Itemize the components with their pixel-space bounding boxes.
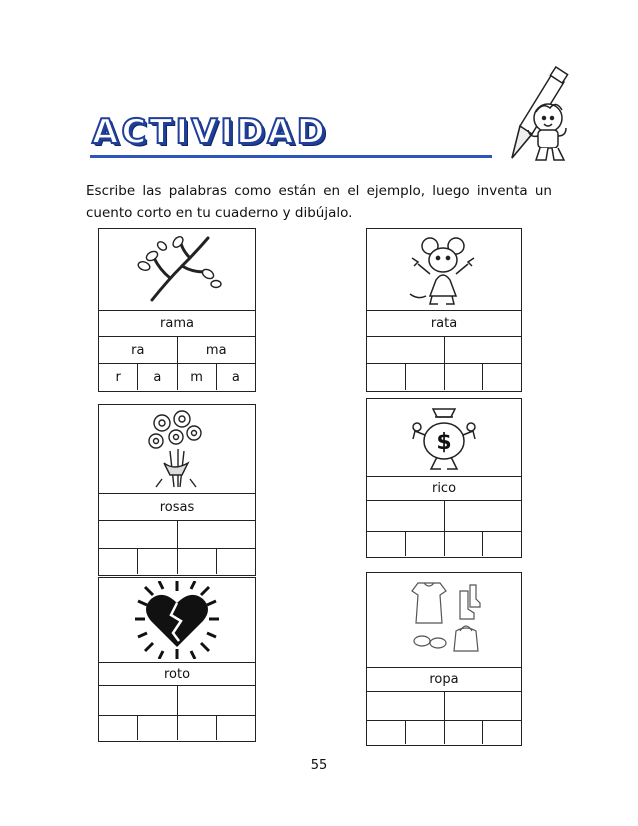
- syllable-row: [367, 337, 521, 364]
- letter-box[interactable]: a: [138, 364, 177, 390]
- word-card-rico: [366, 398, 522, 558]
- word-card-ropa: [366, 572, 522, 746]
- letter-box[interactable]: [445, 721, 484, 744]
- word-row: [99, 662, 255, 686]
- picture-box: [99, 229, 255, 311]
- syllable-box[interactable]: [445, 692, 522, 720]
- clothes-icon: [404, 579, 484, 661]
- letter-box[interactable]: [406, 721, 445, 744]
- picture-box: [99, 405, 255, 493]
- word-label: roto: [163, 666, 191, 682]
- syllable-box[interactable]: [445, 501, 522, 531]
- word-card-rosas: [98, 404, 256, 576]
- syllable-box[interactable]: [99, 685, 178, 715]
- syllable-row: [99, 337, 255, 364]
- letter-row: [99, 549, 255, 574]
- letter-row: [99, 716, 255, 740]
- activity-title: ACTIVIDAD: [92, 112, 328, 152]
- word-card-roto: [98, 577, 256, 742]
- instructions-text: Escribe las palabras como están en el ejemplo, luego inventa un cuento corto en tu cuaderno y dibújalo.: [86, 183, 552, 221]
- money-bag-icon: [411, 403, 477, 473]
- word-label: rama: [160, 315, 194, 331]
- letter-box[interactable]: [445, 364, 484, 390]
- letter-box[interactable]: [178, 716, 217, 740]
- picture-box: [367, 399, 521, 477]
- syllable-box[interactable]: [367, 337, 445, 363]
- syllable-box[interactable]: [99, 520, 178, 548]
- syllable-row: [367, 501, 521, 532]
- word-row: [367, 667, 521, 692]
- svg-text:$: $: [436, 429, 452, 455]
- letter-box[interactable]: [367, 532, 406, 556]
- mouse-icon: [406, 234, 482, 306]
- word-row: [367, 476, 521, 501]
- letter-box[interactable]: [138, 716, 177, 740]
- word-row: [367, 310, 521, 337]
- syllable-box[interactable]: ra: [99, 337, 178, 363]
- word-label: rata: [430, 315, 458, 331]
- letter-box[interactable]: [138, 549, 177, 574]
- child-with-pencil-icon: [490, 66, 582, 166]
- letter-row: [367, 721, 521, 744]
- page-number: 55: [310, 758, 328, 773]
- syllable-box[interactable]: [178, 685, 256, 715]
- activity-title-banner: [90, 112, 500, 160]
- picture-box: [367, 229, 521, 311]
- broken-heart-icon: [135, 581, 219, 659]
- letter-row: [367, 364, 521, 390]
- letter-box[interactable]: [367, 721, 406, 744]
- word-card-rata: [366, 228, 522, 392]
- syllable-box[interactable]: [367, 501, 445, 531]
- syllable-row: [367, 692, 521, 721]
- letter-box[interactable]: [406, 532, 445, 556]
- letter-box[interactable]: [217, 716, 255, 740]
- letter-box[interactable]: [483, 532, 521, 556]
- letter-row: [367, 532, 521, 556]
- letter-box[interactable]: [483, 364, 521, 390]
- syllable-row: [99, 685, 255, 716]
- branch-icon: [132, 234, 222, 306]
- word-label: rosas: [159, 499, 195, 515]
- syllable-box[interactable]: ma: [205, 342, 227, 358]
- word-row: [99, 493, 255, 521]
- letter-box[interactable]: m: [178, 364, 217, 390]
- word-label: rico: [431, 480, 457, 496]
- letter-box[interactable]: [367, 364, 406, 390]
- letter-box[interactable]: [178, 549, 217, 574]
- syllable-box[interactable]: [445, 337, 522, 363]
- syllable-box[interactable]: [367, 692, 445, 720]
- letter-row: [99, 364, 255, 390]
- roses-icon: [142, 409, 212, 489]
- syllable-box[interactable]: [178, 520, 256, 548]
- picture-box: [367, 573, 521, 668]
- picture-box: [99, 578, 255, 662]
- letter-box[interactable]: a: [231, 369, 240, 385]
- title-underline: [90, 155, 492, 158]
- word-row: [99, 310, 255, 337]
- syllable-row: [99, 520, 255, 549]
- word-label: ropa: [429, 671, 459, 687]
- letter-box[interactable]: [99, 716, 138, 740]
- letter-box[interactable]: [483, 721, 521, 744]
- word-card-rama: [98, 228, 256, 392]
- letter-box[interactable]: [99, 549, 138, 574]
- letter-box[interactable]: [406, 364, 445, 390]
- letter-box[interactable]: [217, 549, 255, 574]
- letter-box[interactable]: r: [99, 364, 138, 390]
- letter-box[interactable]: [445, 532, 484, 556]
